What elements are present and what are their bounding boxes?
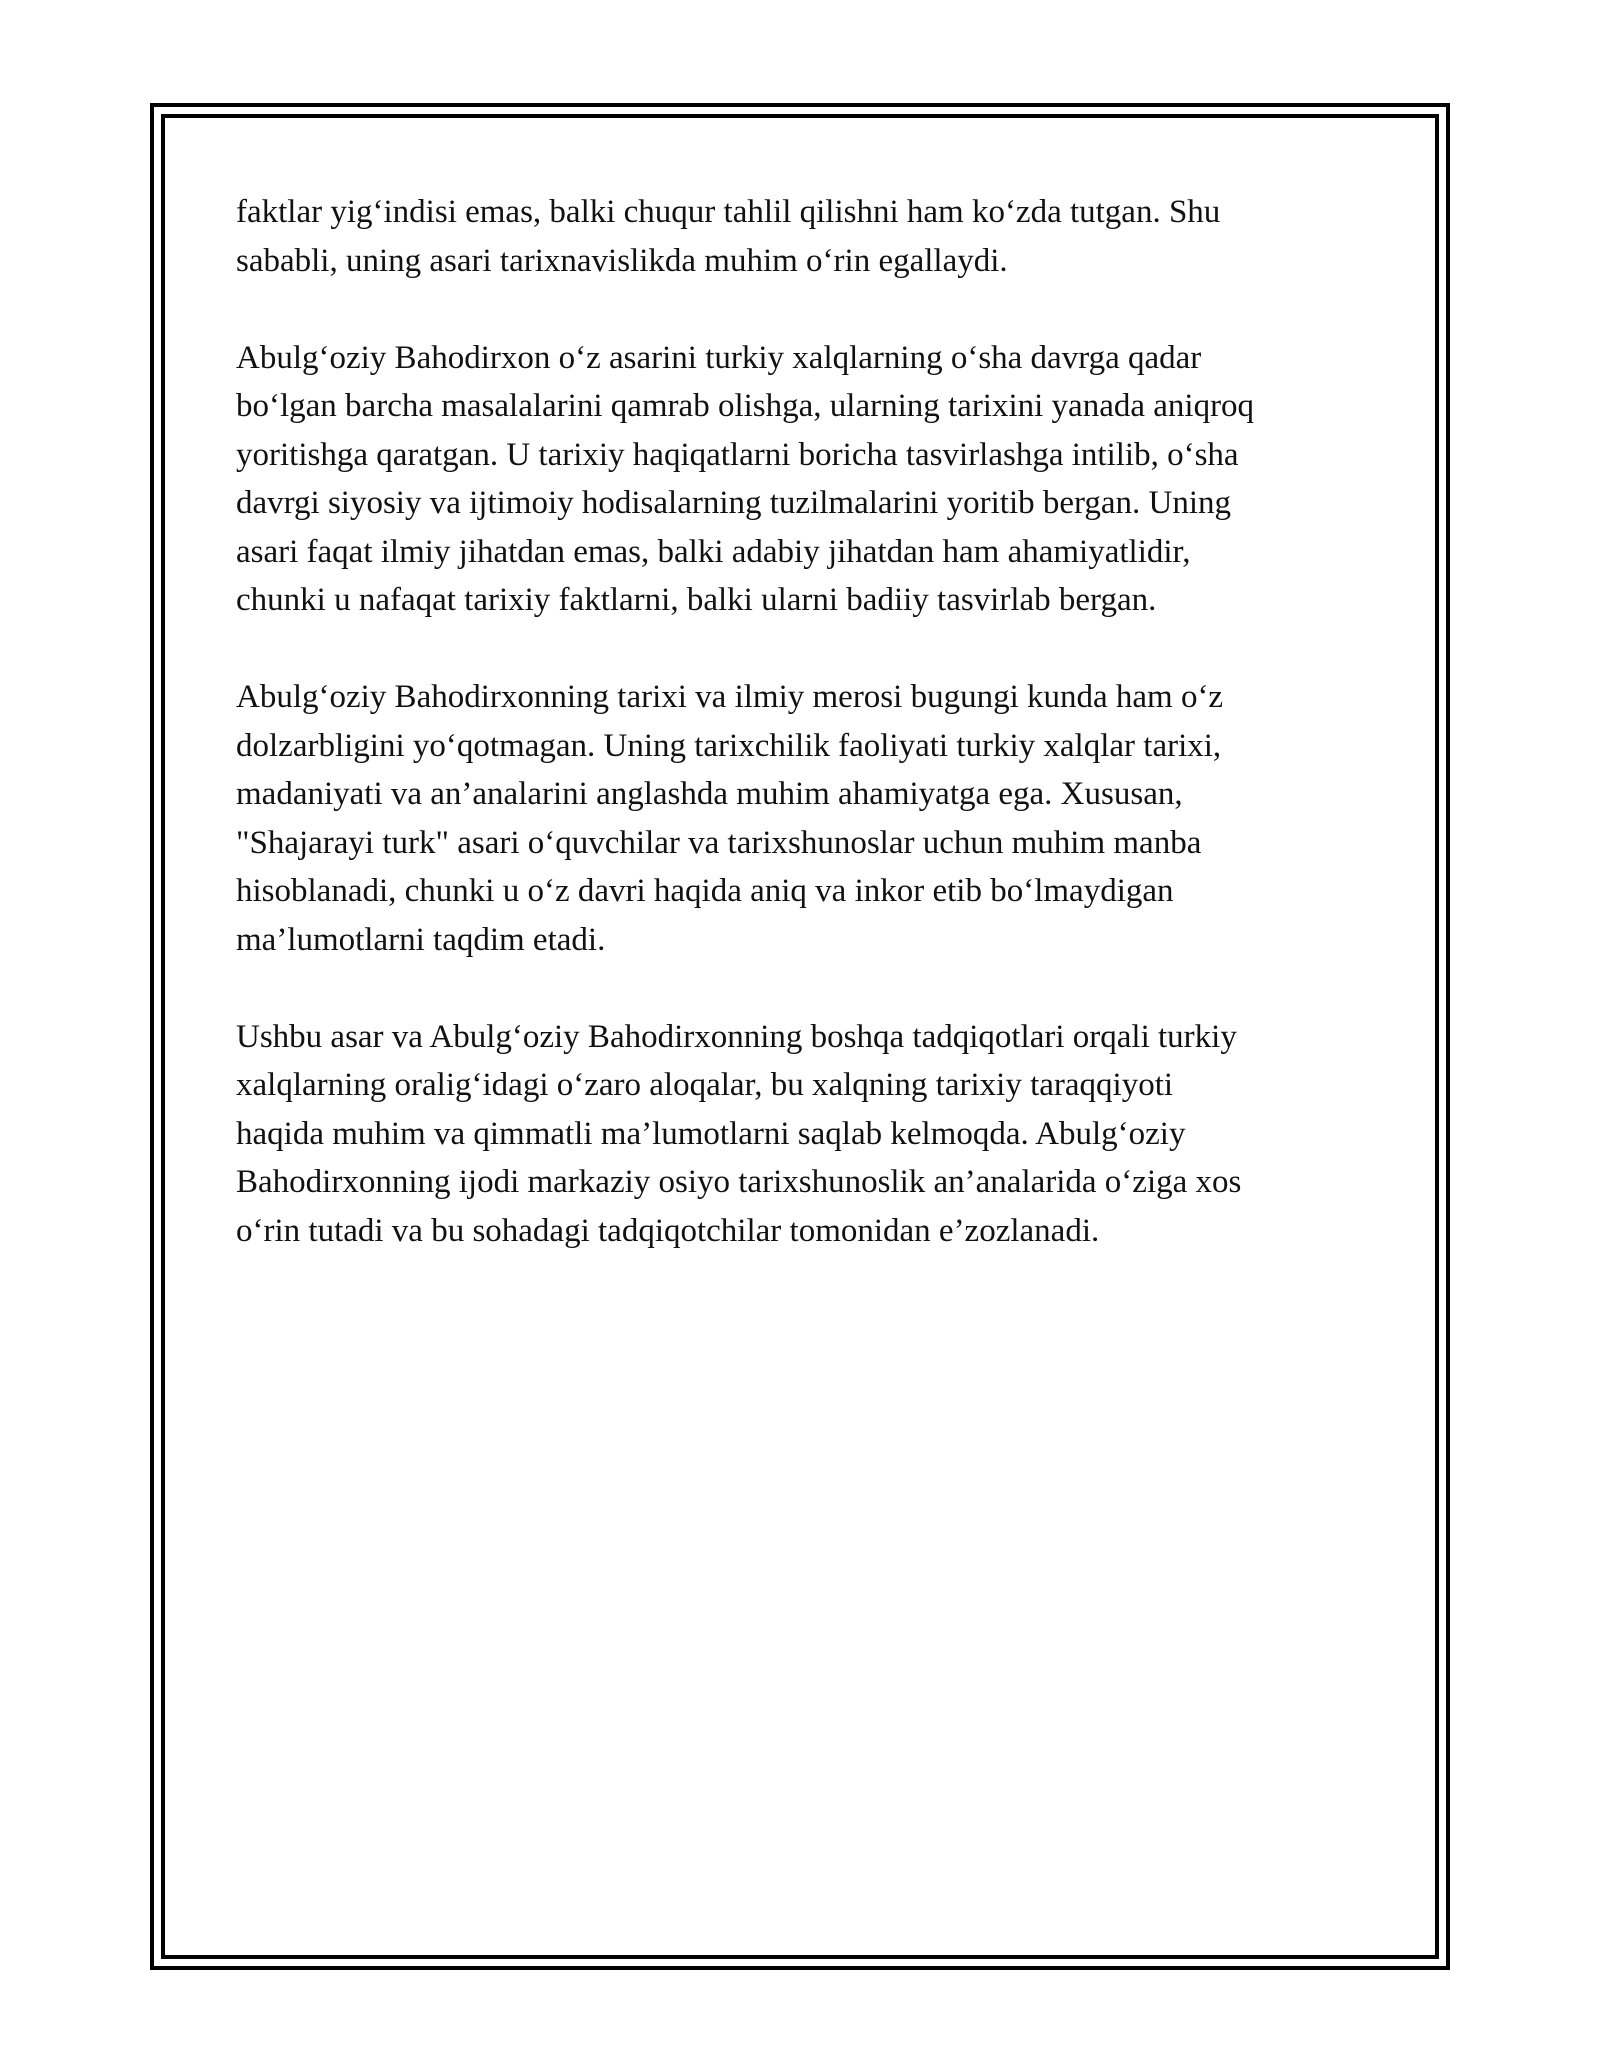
text-line: madaniyati va an’analarini anglashda muhim ahamiyatga ega. Xususan, [236, 776, 1183, 812]
text-line: Abulg‘oziy Bahodirxon o‘z asarini turkiy xalqlarning o‘sha davrga qadar [236, 339, 1202, 376]
text-line: o‘rin tutadi va bu sohadagi tadqiqotchilar tomonidan e’zozlanadi. [236, 1212, 1100, 1249]
text-line: dolzarbligini yo‘qotmagan. Uning tarixchilik faoliyati turkiy xalqlar tarixi, [236, 727, 1222, 764]
text-line: faktlar yig‘indisi emas, balki chuqur tahlil qilishni ham ko‘zda tutgan. Shu [236, 194, 1221, 230]
text-line: davrgi siyosiy va ijtimoiy hodisalarning tuzilmalarini yoritib bergan. Uning [236, 485, 1232, 521]
text-line: Bahodirxonning ijodi markaziy osiyo tarixshunoslik an’analarida o‘ziga xos [236, 1164, 1242, 1200]
paragraph-2 [236, 334, 1376, 625]
text-line: Ushbu asar va Abulg‘oziy Bahodirxonning boshqa tadqiqotlari orqali turkiy [236, 1018, 1237, 1055]
document-body [236, 188, 1376, 1304]
text-line: "Shajarayi turk" asari o‘quvchilar va tarixshunoslar uchun muhim manba [236, 824, 1202, 861]
paragraph-3 [236, 673, 1376, 964]
text-line: yoritishga qaratgan. U tarixiy haqiqatlarni boricha tasvirlashga intilib, o‘sha [236, 436, 1239, 473]
paragraph-4 [236, 1013, 1376, 1256]
text-line: xalqlarning oralig‘idagi o‘zaro aloqalar, bu xalqning tarixiy taraqqiyoti [236, 1067, 1174, 1103]
text-line: haqida muhim va qimmatli ma’lumotlarni saqlab kelmoqda. Abulg‘oziy [236, 1115, 1186, 1152]
paragraph-1 [236, 188, 1376, 285]
text-line: hisoblanadi, chunki u o‘z davri haqida aniq va inkor etib bo‘lmaydigan [236, 873, 1174, 909]
text-line: sababli, uning asari tarixnavislikda muhim o‘rin egallaydi. [236, 242, 1008, 279]
text-line: chunki u nafaqat tarixiy faktlarni, balki ularni badiiy tasvirlab bergan. [236, 582, 1157, 618]
text-line: asari faqat ilmiy jihatdan emas, balki adabiy jihatdan ham ahamiyatlidir, [236, 533, 1191, 570]
text-line: bo‘lgan barcha masalalarini qamrab olishga, ularning tarixini yanada aniqroq [236, 388, 1255, 424]
text-line: ma’lumotlarni taqdim etadi. [236, 921, 606, 958]
text-line: Abulg‘oziy Bahodirxonning tarixi va ilmiy merosi bugungi kunda ham o‘z [236, 679, 1224, 715]
